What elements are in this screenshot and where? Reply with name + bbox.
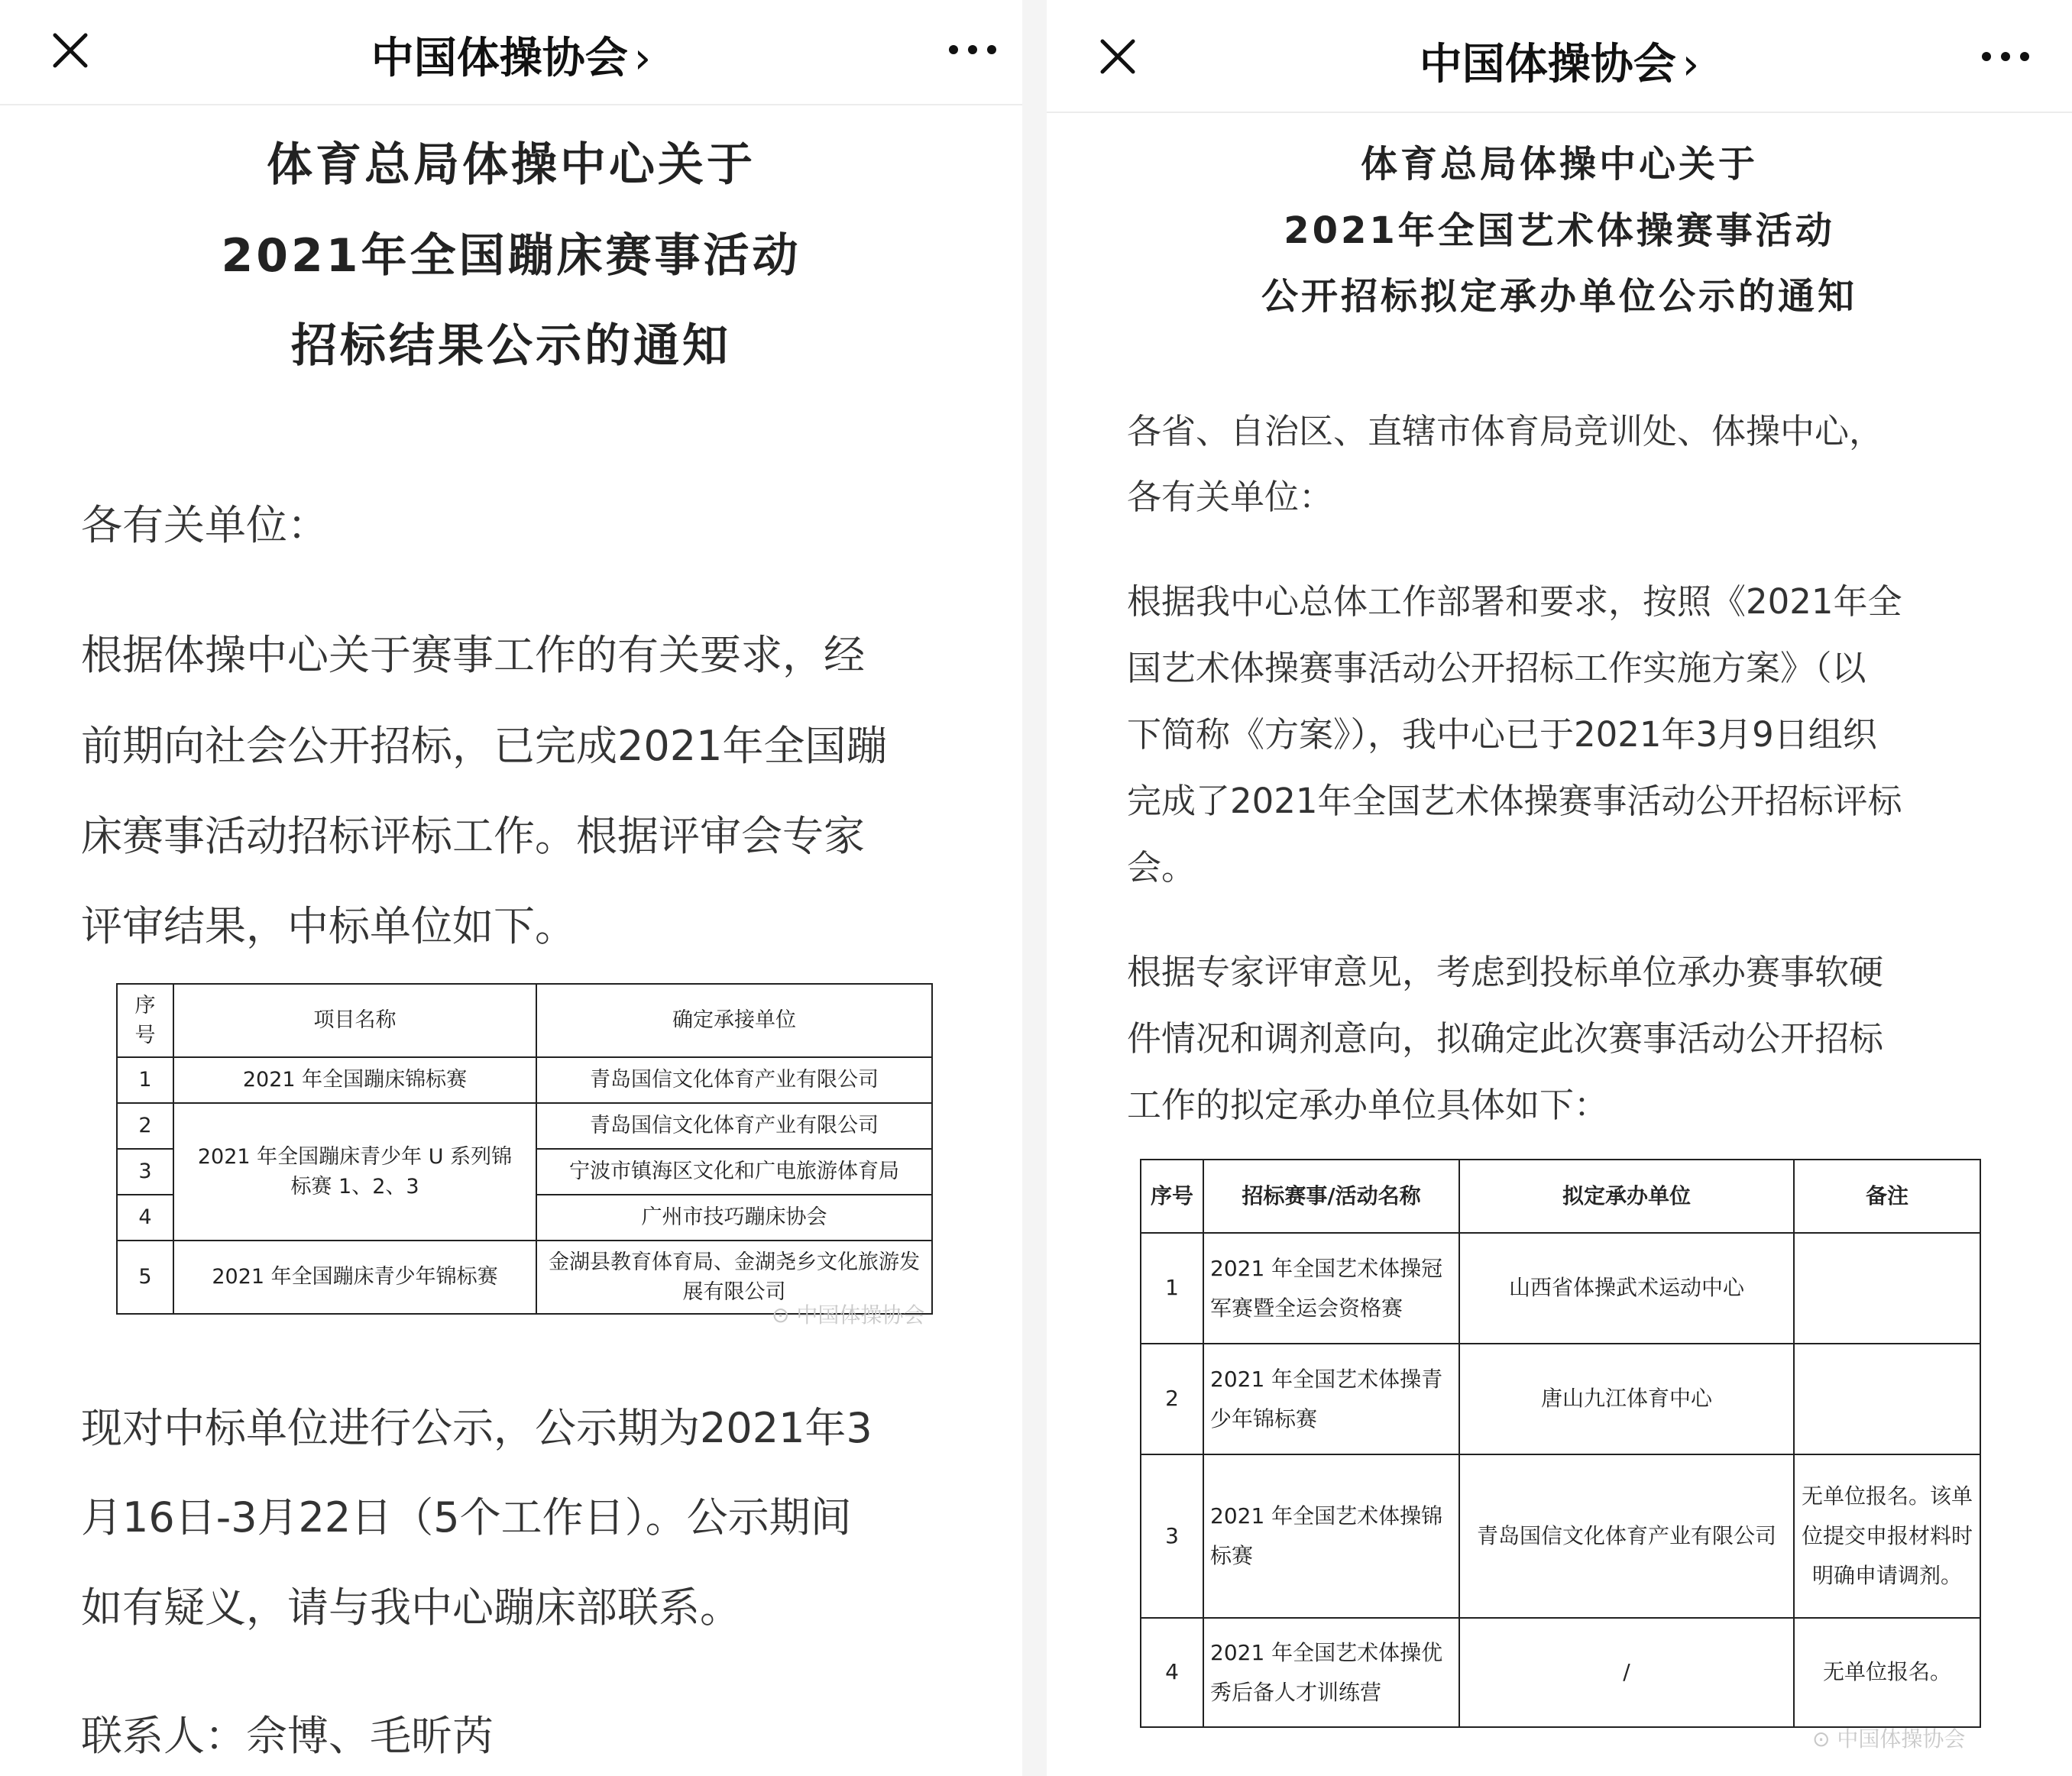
- header-cell: 序号: [117, 984, 173, 1057]
- watermark-text: 中国体操协会: [796, 1302, 925, 1328]
- event-name: 2021 年全国艺术体操优秀后备人才训练营: [1203, 1618, 1459, 1727]
- note: 无单位报名。: [1794, 1618, 1980, 1727]
- right-nav-bar: [1047, 0, 2072, 113]
- paragraph-line: 根据我中心总体工作部署和要求，按照《2021年全: [1127, 581, 1902, 622]
- proposed-unit: 山西省体操武术运动中心: [1459, 1233, 1794, 1344]
- paragraph-line: 床赛事活动招标评标工作。根据评审会专家: [81, 812, 865, 860]
- note: [1794, 1344, 1980, 1454]
- paragraph-line: 根据体操中心关于赛事工作的有关要求，经: [81, 631, 865, 679]
- proposed-unit: /: [1459, 1618, 1794, 1727]
- watermark: [1812, 1723, 1965, 1753]
- article-title-line: 2021年全国蹦床赛事活动: [221, 229, 801, 283]
- article-title-line: 体育总局体操中心关于: [267, 138, 756, 192]
- row-number: 1: [1141, 1233, 1203, 1344]
- paragraph-line: 如有疑义，请与我中心蹦床部联系。: [81, 1584, 741, 1632]
- header-cell: 备注: [1794, 1160, 1980, 1233]
- table-header-row: [1141, 1160, 1980, 1233]
- article-title-line: 体育总局体操中心关于: [1360, 143, 1758, 186]
- chevron-right-icon: ›: [633, 34, 652, 83]
- project-name: 2021 年全国蹦床青少年 U 系列锦标赛 1、2、3: [173, 1103, 536, 1241]
- salutation: 各有关单位：: [81, 501, 329, 549]
- article-title-line: 公开招标拟定承办单位公示的通知: [1261, 275, 1857, 318]
- contractor-unit: 宁波市镇海区文化和广电旅游体育局: [536, 1149, 932, 1195]
- contractor-unit: 金湖县教育体育局、金湖尧乡文化旅游发展有限公司: [536, 1241, 932, 1314]
- note: [1794, 1233, 1980, 1344]
- proposed-unit: 唐山九江体育中心: [1459, 1344, 1794, 1454]
- header-cell: 招标赛事/活动名称: [1203, 1160, 1459, 1233]
- paragraph-line: 前期向社会公开招标，已完成2021年全国蹦: [81, 722, 888, 770]
- table-row: [1141, 1618, 1980, 1727]
- event-name: 2021 年全国艺术体操青少年锦标赛: [1203, 1344, 1459, 1454]
- paragraph-line: 现对中标单位进行公示，公示期为2021年3: [81, 1404, 873, 1452]
- note: 无单位报名。该单位提交申报材料时明确申请调剂。: [1794, 1454, 1980, 1618]
- row-number: 4: [1141, 1618, 1203, 1727]
- event-name: 2021 年全国艺术体操冠军赛暨全运会资格赛: [1203, 1233, 1459, 1344]
- contractor-unit: 青岛国信文化体育产业有限公司: [536, 1103, 932, 1149]
- proposed-contractor-table: [1140, 1159, 1981, 1728]
- paragraph-line: 工作的拟定承办单位具体如下：: [1127, 1085, 1609, 1125]
- row-number: 3: [1141, 1454, 1203, 1618]
- paragraph-line: 完成了2021年全国艺术体操赛事活动公开招标评标: [1127, 781, 1902, 821]
- row-number: 1: [117, 1057, 173, 1103]
- table-row: [1141, 1344, 1980, 1454]
- account-name: 中国体操协会: [371, 34, 628, 83]
- paragraph-line: 月16日-3月22日（5个工作日）。公示期间: [81, 1493, 852, 1541]
- header-cell: 确定承接单位: [536, 984, 932, 1057]
- header-cell: 拟定承办单位: [1459, 1160, 1794, 1233]
- paragraph-line: 评审结果，中标单位如下。: [81, 902, 576, 950]
- article-title-line: 招标结果公示的通知: [291, 319, 731, 373]
- table-row: [1141, 1454, 1980, 1618]
- contractor-unit: 青岛国信文化体育产业有限公司: [536, 1057, 932, 1103]
- project-name: 2021 年全国蹦床锦标赛: [173, 1057, 536, 1103]
- paragraph-line: 国艺术体操赛事活动公开招标工作实施方案》（以: [1127, 648, 1866, 688]
- table-row: [1141, 1233, 1980, 1344]
- salutation-line: 各省、自治区、直辖市体育局竞训处、体操中心，: [1127, 411, 1884, 451]
- row-number: 2: [117, 1103, 173, 1149]
- project-name: 2021 年全国蹦床青少年锦标赛: [173, 1241, 536, 1314]
- row-number: 5: [117, 1241, 173, 1314]
- event-name: 2021 年全国艺术体操锦标赛: [1203, 1454, 1459, 1618]
- wechat-icon: ⊙: [772, 1302, 797, 1328]
- row-number: 2: [1141, 1344, 1203, 1454]
- row-number: 3: [117, 1149, 173, 1195]
- contact-line: 联系人：佘博、毛昕芮: [81, 1712, 494, 1760]
- watermark-text: 中国体操协会: [1837, 1726, 1966, 1752]
- paragraph-line: 下简称《方案》），我中心已于2021年3月9日组织: [1127, 714, 1877, 755]
- paragraph-line: 件情况和调剂意向，拟确定此次赛事活动公开招标: [1127, 1018, 1884, 1059]
- proposed-unit: 青岛国信文化体育产业有限公司: [1459, 1454, 1794, 1618]
- chevron-right-icon: ›: [1682, 40, 1700, 89]
- row-number: 4: [117, 1195, 173, 1241]
- header-cell: 序号: [1141, 1160, 1203, 1233]
- account-title-link[interactable]: [1047, 31, 2072, 92]
- paragraph-line: 会。: [1127, 847, 1196, 888]
- contractor-unit: 广州市技巧蹦床协会: [536, 1195, 932, 1241]
- header-cell: 项目名称: [173, 984, 536, 1057]
- salutation-line: 各有关单位：: [1127, 477, 1334, 517]
- wechat-icon: ⊙: [1812, 1726, 1837, 1752]
- article-title-line: 2021年全国艺术体操赛事活动: [1284, 209, 1835, 252]
- account-name: 中国体操协会: [1419, 40, 1676, 89]
- more-icon[interactable]: [1979, 49, 2032, 64]
- paragraph-line: 根据专家评审意见，考虑到投标单位承办赛事软硬: [1127, 952, 1884, 992]
